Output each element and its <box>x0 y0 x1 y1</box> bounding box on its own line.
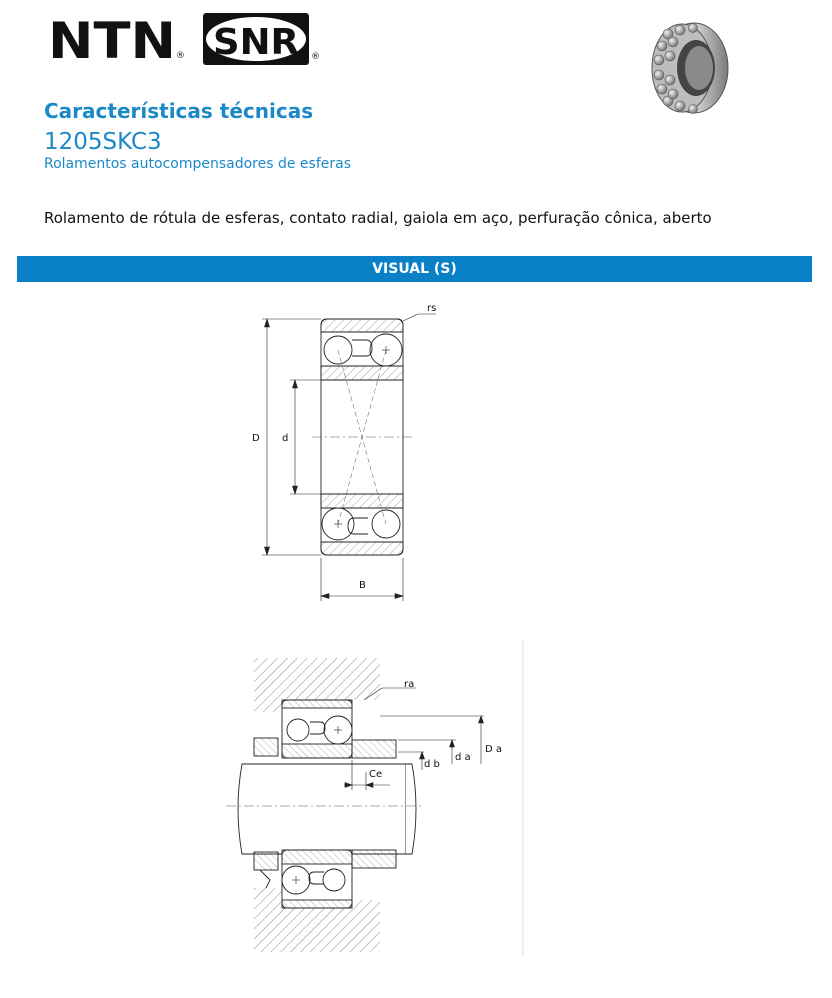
page-title: Características técnicas <box>44 99 314 123</box>
product-description: Rolamento de rótula de esferas, contato radial, gaiola em aço, perfuração cônica, aberto <box>44 209 712 227</box>
ntn-logo-text: NTN <box>48 14 176 64</box>
label-Da: D a <box>485 744 503 755</box>
product-family: Rolamentos autocompensadores de esferas <box>44 156 351 172</box>
label-db: d b <box>424 759 440 770</box>
label-D: D <box>252 433 260 444</box>
label-Ce: Ce <box>369 769 383 780</box>
section-header-visual: VISUAL (S) <box>17 256 812 282</box>
snr-logo-text: SNR <box>213 22 299 63</box>
ntn-logo <box>48 14 188 68</box>
mounting-drawing <box>226 640 526 958</box>
snr-logo <box>202 12 324 72</box>
reg-mark: ® <box>311 52 320 62</box>
label-ra: ra <box>404 679 415 690</box>
bearing-photo <box>646 20 732 120</box>
label-da: d a <box>455 752 471 763</box>
reg-mark: ® <box>176 51 185 61</box>
label-B: B <box>359 580 366 591</box>
product-reference: 1205SKC3 <box>44 129 162 155</box>
label-rs: rs <box>427 303 437 314</box>
bearing-section-drawing <box>240 296 460 608</box>
label-d: d <box>282 433 289 444</box>
